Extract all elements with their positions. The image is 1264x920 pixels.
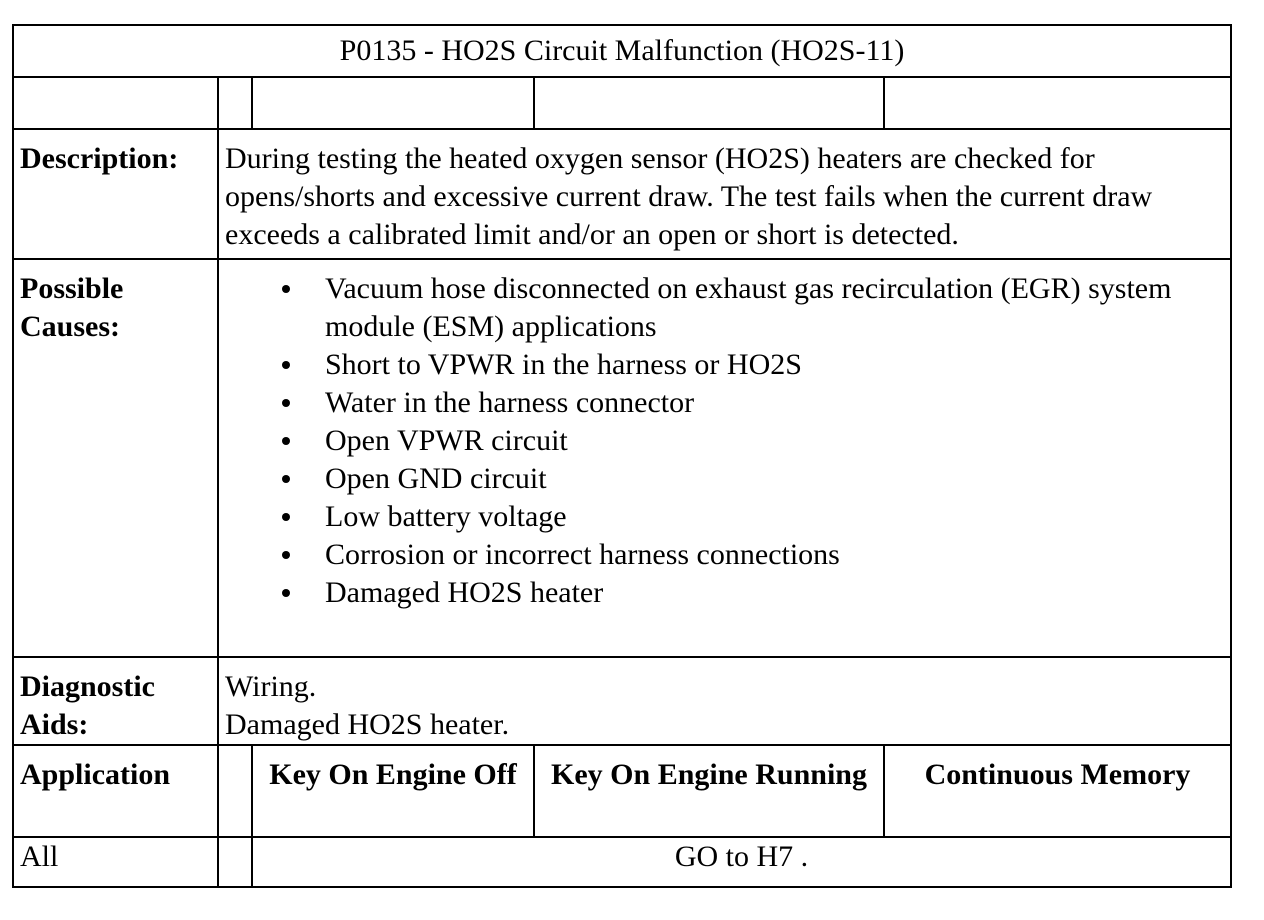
application-row-label: All — [13, 837, 218, 887]
dtc-table — [12, 24, 1232, 888]
continuous-memory-header: Continuous Memory — [884, 745, 1231, 837]
application-spacer-cell — [218, 745, 252, 837]
possible-causes-label: Possible Causes: — [13, 259, 218, 657]
cause-item: Open GND circuit — [325, 460, 1224, 498]
cause-item: Low battery voltage — [325, 498, 1224, 536]
spacer-cell — [13, 77, 218, 129]
application-row — [13, 837, 1231, 887]
diagnostic-aids-label: Diagnostic Aids: — [13, 657, 218, 745]
application-spacer-cell — [218, 837, 252, 887]
application-header: Application — [13, 745, 218, 837]
koeo-header: Key On Engine Off — [252, 745, 534, 837]
possible-causes-list — [225, 270, 1224, 612]
application-header-row — [13, 745, 1231, 837]
description-text: During testing the heated oxygen sensor (HO2S) heaters are checked for opens/shorts and excessive current draw. The test fails when the current draw exceeds a calibrated limit and/or an open or short is detected. — [218, 129, 1231, 259]
spacer-cell — [218, 77, 252, 129]
spacer-cell — [252, 77, 534, 129]
cause-item: Corrosion or incorrect harness connections — [325, 536, 1224, 574]
cause-item: Water in the harness connector — [325, 384, 1224, 422]
cause-item: Damaged HO2S heater — [325, 574, 1224, 612]
cause-item: Short to VPWR in the harness or HO2S — [325, 346, 1224, 384]
possible-causes-cell — [218, 259, 1231, 657]
possible-causes-row — [13, 259, 1231, 657]
spacer-cell — [884, 77, 1231, 129]
go-to-action[interactable]: GO to H7 . — [252, 837, 1231, 887]
diagnostic-aids-cell — [218, 657, 1231, 745]
cause-item: Open VPWR circuit — [325, 422, 1224, 460]
koer-header: Key On Engine Running — [534, 745, 884, 837]
diagnostic-aid-line: Damaged HO2S heater. — [225, 708, 510, 741]
diagnostic-aid-line: Wiring. — [225, 670, 317, 703]
description-row — [13, 129, 1231, 259]
description-label: Description: — [13, 129, 218, 259]
spacer-cell — [534, 77, 884, 129]
cause-item: Vacuum hose disconnected on exhaust gas recirculation (EGR) system module (ESM) applications — [325, 270, 1224, 346]
diagnostic-aids-row — [13, 657, 1231, 745]
spacer-row — [13, 77, 1231, 129]
dtc-title: P0135 - HO2S Circuit Malfunction (HO2S-11) — [13, 25, 1231, 77]
